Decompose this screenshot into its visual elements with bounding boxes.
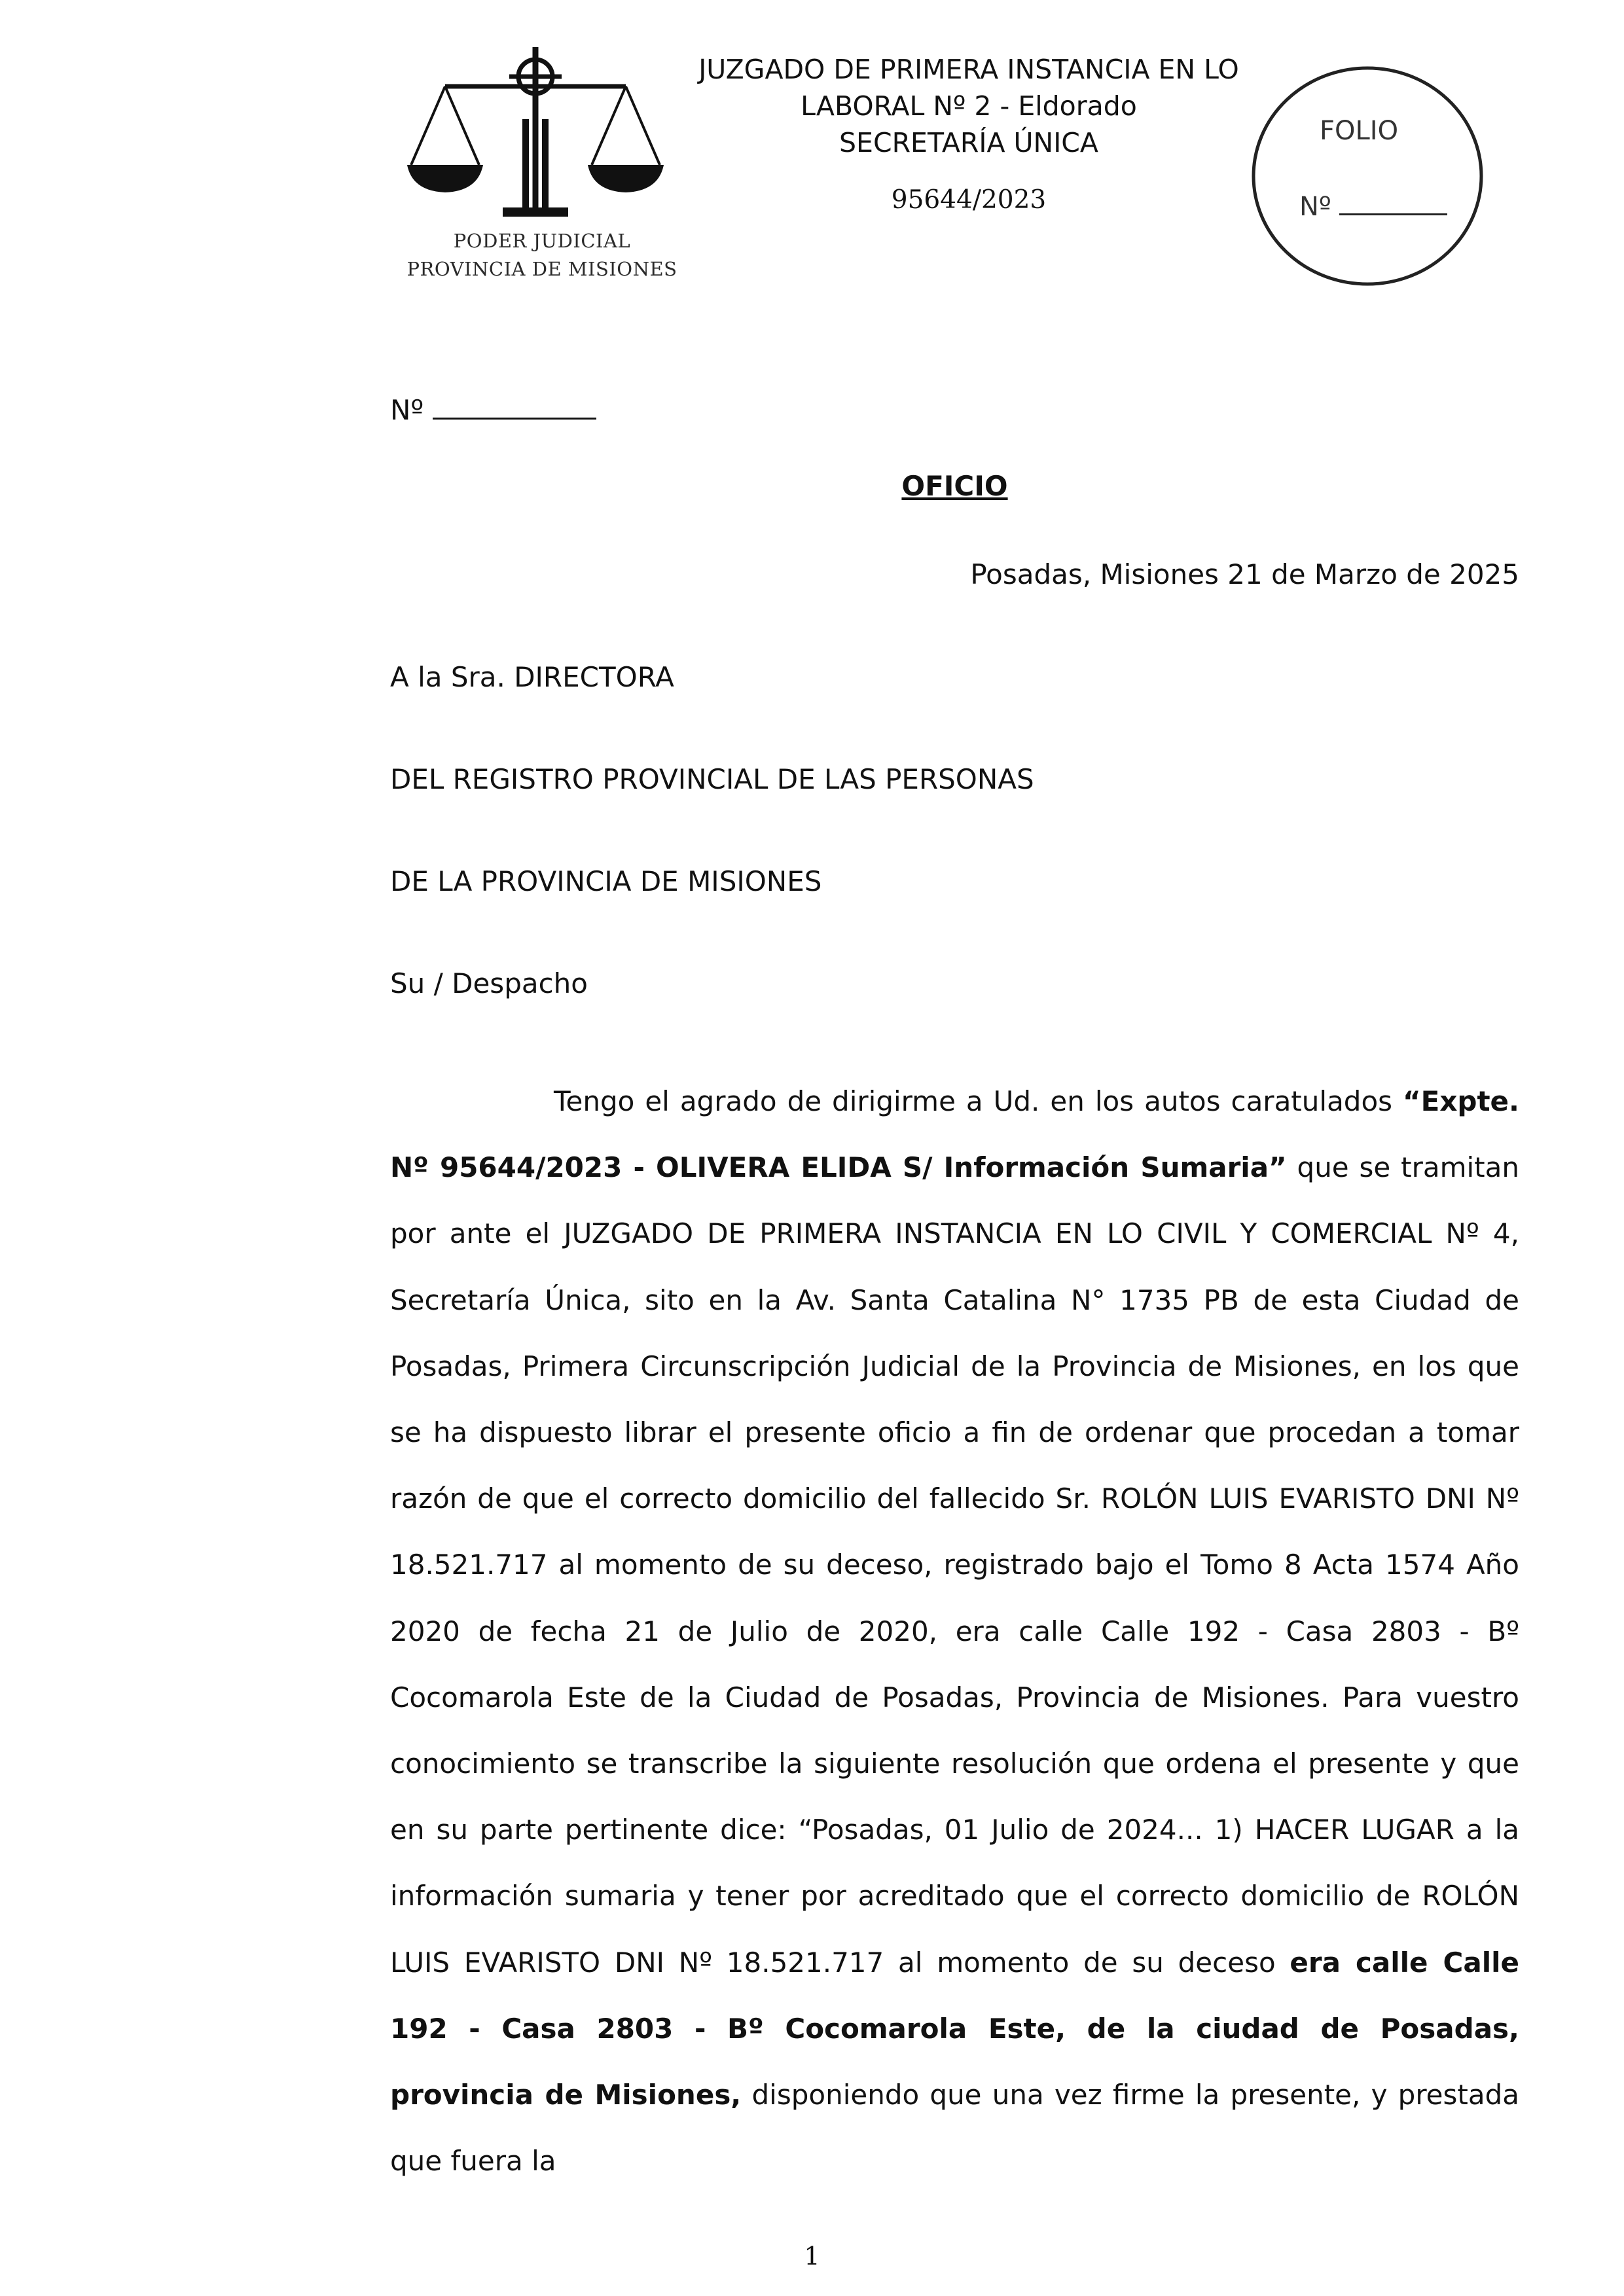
document-number-blank [433, 391, 596, 420]
folio-stamp-circle [1249, 64, 1486, 288]
logo-line-1: PODER JUDICIAL [453, 230, 631, 252]
court-name-line-2: LABORAL Nº 2 - Eldorado [801, 90, 1137, 122]
folio-number-field [1299, 190, 1447, 222]
body-paragraph [390, 1068, 1519, 2194]
addressee-line-3: DE LA PROVINCIA DE MISIONES [390, 865, 822, 897]
addressee-line-1: A la Sra. DIRECTORA [390, 661, 674, 693]
body-text-part-1: Tengo el agrado de dirigirme a Ud. en los autos caratulados [554, 1085, 1403, 1117]
folio-number-label: Nº [1299, 192, 1331, 222]
court-header [655, 51, 1283, 219]
folio-number-blank [1339, 190, 1447, 215]
body-bold-case-title: “Expte. Nº 95644/2023 - OLIVERA ELIDA S/ Información Sumaria” [390, 1085, 1519, 1184]
body-text-part-3: disponiendo que una vez firme la presente, y prestada que fuera la [390, 2079, 1519, 2178]
body-bold-address: era calle Calle 192 - Casa 2803 - Bº Cocomarola Este, de la ciudad de Posadas, provincia de Misiones, [390, 1946, 1519, 2111]
page-number: 1 [804, 2242, 820, 2270]
logo-caption [397, 227, 687, 283]
document-title: OFICIO [901, 470, 1008, 502]
document-number-field [390, 391, 596, 426]
addressee-line-2: DEL REGISTRO PROVINCIAL DE LAS PERSONAS [390, 763, 1034, 795]
document-number-label: Nº [390, 394, 424, 426]
court-name-line-1: JUZGADO DE PRIMERA INSTANCIA EN LO [698, 54, 1239, 85]
expediente-number: 95644/2023 [891, 185, 1047, 215]
addressee-line-4: Su / Despacho [390, 967, 588, 999]
document-date: Posadas, Misiones 21 de Marzo de 2025 [970, 558, 1519, 590]
court-secretary: SECRETARÍA ÚNICA [839, 127, 1098, 158]
logo-line-2: PROVINCIA DE MISIONES [406, 258, 677, 280]
body-text-part-2: que se tramitan por ante el JUZGADO DE PRIMERA INSTANCIA EN LO CIVIL Y COMERCIAL Nº 4, Secretaría Única, sito en la Av. Santa Catalina N° 1735 PB de esta Ciudad de Posadas, Primera Circunscripción Judicial de la Provincia de Misiones, en los que se ha dispuesto librar el presente oficio a fin de ordenar que procedan a tomar razón de que el correcto domicilio del fallecido Sr. ROLÓN LUIS EVARISTO DNI Nº 18.521.717 al momento de su deceso, registrado bajo el Tomo 8 Acta 1574 Año 2020 de fecha 21 de Julio de 2020, era calle Calle 192 - Casa 2803 - Bº Cocomarola Este de la Ciudad de Posadas, Provincia de Misiones. Para vuestro conocimiento se transcribe la siguiente resolución que ordena el presente y que en su parte pertinente dice: “Posadas, 01 Julio de 2024... 1) HACER LUGAR a la información sumaria y tener por acreditado que el correcto domicilio de ROLÓN LUIS EVARISTO DNI Nº 18.521.717 al momento de su deceso [390, 1151, 1519, 1979]
folio-label: FOLIO [1320, 116, 1399, 146]
